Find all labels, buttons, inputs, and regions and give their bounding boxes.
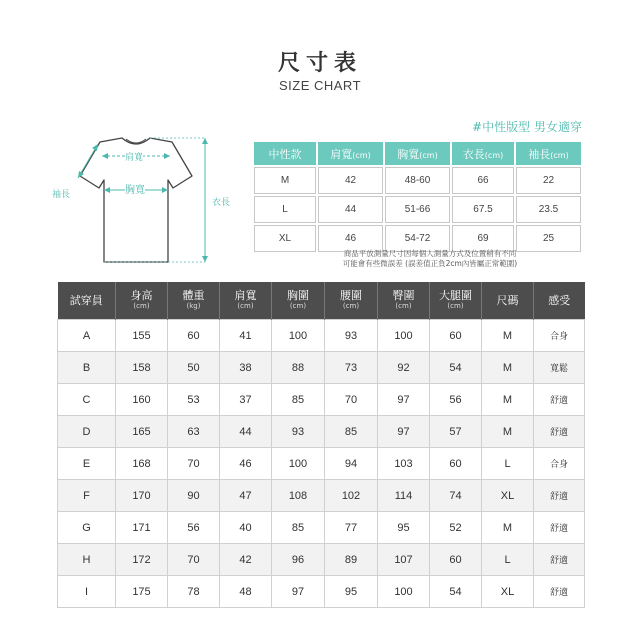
fit-table-cell: 70 [325, 384, 378, 416]
size-table-cell: 54-72 [385, 225, 450, 252]
fit-table-cell: 47 [220, 480, 272, 512]
fit-table-cell: 85 [272, 384, 325, 416]
fit-table-row [58, 480, 585, 512]
fit-table-header-unit: (kg) [186, 301, 201, 310]
fit-table-cell: 114 [378, 480, 430, 512]
size-table-row [254, 196, 581, 223]
fit-table-cell: 舒適 [534, 544, 585, 576]
fit-table-cell: M [482, 352, 534, 384]
fit-table-cell: 70 [168, 544, 220, 576]
size-table-header-cell [385, 142, 450, 165]
size-table-cell: 51-66 [385, 196, 450, 223]
fit-table-cell: 44 [220, 416, 272, 448]
size-table-cell: M [254, 167, 316, 194]
fit-table [57, 282, 585, 608]
fit-table-cell: 73 [325, 352, 378, 384]
unisex-note: #中性版型 男女適穿 [472, 120, 582, 134]
fit-table-cell: 52 [430, 512, 482, 544]
fit-table-header-label: 臀圍 [392, 288, 415, 302]
fit-table-header [58, 282, 585, 320]
fit-table-cell: 舒適 [534, 480, 585, 512]
fit-table-cell: 97 [378, 416, 430, 448]
fit-table-cell: 89 [325, 544, 378, 576]
fit-table-cell: M [482, 320, 534, 352]
fit-table-header-cell [220, 282, 272, 320]
fit-table-cell: 46 [220, 448, 272, 480]
fit-table-cell: I [58, 576, 116, 608]
fit-table-cell: 102 [325, 480, 378, 512]
size-table-cell: XL [254, 225, 316, 252]
size-table-cell: L [254, 196, 316, 223]
fit-table-cell: 56 [430, 384, 482, 416]
fit-table-cell: 95 [378, 512, 430, 544]
fit-table-cell: 155 [116, 320, 168, 352]
fit-table-cell: 60 [168, 320, 220, 352]
fit-table-cell: 63 [168, 416, 220, 448]
size-table-cell: 46 [318, 225, 383, 252]
fit-table-cell: 168 [116, 448, 168, 480]
fit-table-cell: XL [482, 480, 534, 512]
fit-table-cell: 93 [325, 320, 378, 352]
fit-table-cell: D [58, 416, 116, 448]
fit-table-cell: 60 [430, 320, 482, 352]
fit-table-cell: M [482, 416, 534, 448]
fit-table-cell: 93 [272, 416, 325, 448]
fit-table-cell: 171 [116, 512, 168, 544]
size-table-cell: 69 [452, 225, 514, 252]
fit-table-cell: 56 [168, 512, 220, 544]
fit-table-row [58, 320, 585, 352]
fit-table-header-unit: (cm) [447, 301, 464, 310]
fit-table-cell: XL [482, 576, 534, 608]
size-table-header-cell [318, 142, 383, 165]
fit-table-header-unit: (cm) [289, 301, 307, 310]
fit-table-header-label: 身高 [130, 288, 153, 302]
size-table-cell: 25 [516, 225, 581, 252]
fit-table-cell: 85 [272, 512, 325, 544]
fit-table-cell: 舒適 [534, 416, 585, 448]
fit-table-cell: 57 [430, 416, 482, 448]
size-table-header-cell [452, 142, 514, 165]
size-table-header-unit: (cm) [484, 150, 504, 160]
measurement-note-line: 商品平放測量尺寸因每個人測量方式及位置稍有不同 [343, 249, 517, 258]
fit-table-header-cell [430, 282, 482, 320]
fit-table-cell: 85 [325, 416, 378, 448]
fit-table-cell: 38 [220, 352, 272, 384]
fit-table-cell: 42 [220, 544, 272, 576]
page-subtitle: SIZE CHART [278, 78, 362, 93]
fit-table-cell: 170 [116, 480, 168, 512]
fit-table-cell: 108 [272, 480, 325, 512]
size-table-header-unit: (cm) [419, 150, 438, 160]
diagram-length-label: 衣長 [212, 198, 231, 208]
fit-table-cell: 95 [325, 576, 378, 608]
fit-table-header-cell [325, 282, 378, 320]
size-table-cell: 42 [318, 167, 383, 194]
fit-table-row [58, 448, 585, 480]
fit-table-header-unit: (cm) [237, 301, 254, 310]
diagram-sleeve-label: 袖長 [52, 190, 71, 200]
fit-table-cell: 50 [168, 352, 220, 384]
size-table-cell: 48-60 [385, 167, 450, 194]
fit-table-header-label: 胸圍 [287, 288, 309, 302]
fit-table-cell: E [58, 448, 116, 480]
fit-table-cell: 54 [430, 352, 482, 384]
size-table-header-unit: (cm) [352, 150, 371, 160]
size-table-header-label: 肩寬 [330, 147, 353, 161]
fit-table-cell: A [58, 320, 116, 352]
fit-table-row [58, 352, 585, 384]
fit-table-row [58, 384, 585, 416]
fit-table-cell: 70 [168, 448, 220, 480]
fit-table-cell: B [58, 352, 116, 384]
fit-table-header-cell [168, 282, 220, 320]
fit-table-cell: 172 [116, 544, 168, 576]
fit-table-row [58, 512, 585, 544]
fit-table-cell: 160 [116, 384, 168, 416]
fit-table-cell: 舒適 [534, 576, 585, 608]
size-table-header-label: 衣長 [462, 147, 485, 161]
fit-table-header-label: 體重 [182, 288, 205, 302]
fit-table-cell: 40 [220, 512, 272, 544]
fit-table-cell: 97 [378, 384, 430, 416]
fit-table-cell: F [58, 480, 116, 512]
size-table-header-unit: (cm) [550, 150, 569, 160]
fit-table-cell: 37 [220, 384, 272, 416]
fit-table-header-label: 試穿員 [69, 294, 103, 307]
fit-table-cell: 175 [116, 576, 168, 608]
fit-table-header-unit: (cm) [395, 301, 412, 310]
fit-table-cell: 60 [430, 544, 482, 576]
fit-table-cell: 合身 [534, 320, 585, 352]
tshirt-outline-icon [40, 128, 252, 266]
diagram-shoulder-label: 肩寬 [125, 153, 144, 163]
fit-table-row [58, 576, 585, 608]
fit-table-cell: L [482, 448, 534, 480]
fit-table-header-unit: (cm) [342, 301, 360, 310]
fit-table-header-label: 尺碼 [496, 294, 519, 307]
fit-table-cell: 107 [378, 544, 430, 576]
fit-table-cell: 100 [272, 448, 325, 480]
size-table-header-label: 胸寬 [397, 147, 420, 161]
fit-table-header-cell [116, 282, 168, 320]
fit-table-cell: 54 [430, 576, 482, 608]
fit-table-header-cell [272, 282, 325, 320]
size-table-header-label: 中性款 [268, 147, 302, 161]
size-table-cell: 66 [452, 167, 514, 194]
size-table-row [254, 167, 581, 194]
fit-table-header-unit: (cm) [133, 301, 150, 310]
fit-table-header-label: 腰圍 [340, 288, 362, 302]
measurement-note [300, 249, 560, 269]
fit-table-cell: 100 [378, 320, 430, 352]
fit-table-header-label: 肩寬 [234, 288, 257, 302]
fit-table-header-cell [482, 282, 534, 320]
fit-table-cell: 90 [168, 480, 220, 512]
fit-table-header-cell [378, 282, 430, 320]
fit-table-cell: 165 [116, 416, 168, 448]
size-table-header-cell [516, 142, 581, 165]
fit-table-cell: 100 [272, 320, 325, 352]
fit-table-cell: 94 [325, 448, 378, 480]
fit-table-cell: L [482, 544, 534, 576]
fit-table-row [58, 416, 585, 448]
tshirt-diagram [40, 128, 252, 266]
size-table-cell: 67.5 [452, 196, 514, 223]
fit-table-cell: 158 [116, 352, 168, 384]
fit-table-header-label: 大腿圍 [439, 288, 472, 302]
size-table-row [254, 225, 581, 252]
size-table-cell: 23.5 [516, 196, 581, 223]
measurement-note-line: 可能會有些微誤差 (誤差值正負2cm內皆屬正常範圍) [342, 259, 518, 268]
fit-table-cell: 53 [168, 384, 220, 416]
fit-table-cell: 97 [272, 576, 325, 608]
fit-table-cell: H [58, 544, 116, 576]
size-table-cell: 44 [318, 196, 383, 223]
fit-table-cell: 77 [325, 512, 378, 544]
fit-table-cell: 96 [272, 544, 325, 576]
fit-table-header-cell [58, 282, 116, 320]
size-table [252, 140, 583, 254]
fit-table-cell: 舒適 [534, 384, 585, 416]
fit-table-header-label: 感受 [548, 294, 571, 307]
fit-table-cell: G [58, 512, 116, 544]
size-table-header [254, 142, 581, 165]
fit-table-cell: 寬鬆 [534, 352, 585, 384]
size-table-header-cell [254, 142, 316, 165]
page-title: 尺寸表 [277, 51, 362, 76]
fit-table-cell: M [482, 512, 534, 544]
fit-table-cell: 41 [220, 320, 272, 352]
fit-table-cell: M [482, 384, 534, 416]
fit-table-row [58, 544, 585, 576]
fit-table-cell: 100 [378, 576, 430, 608]
fit-table-header-cell [534, 282, 585, 320]
fit-table-cell: 合身 [534, 448, 585, 480]
fit-table-cell: 舒適 [534, 512, 585, 544]
fit-table-cell: 48 [220, 576, 272, 608]
fit-table-cell: 78 [168, 576, 220, 608]
fit-table-cell: 92 [378, 352, 430, 384]
size-table-cell: 22 [516, 167, 581, 194]
fit-table-cell: 103 [378, 448, 430, 480]
fit-table-cell: C [58, 384, 116, 416]
fit-table-cell: 74 [430, 480, 482, 512]
diagram-chest-label: 胸寬 [125, 185, 145, 196]
fit-table-cell: 88 [272, 352, 325, 384]
fit-table-cell: 60 [430, 448, 482, 480]
size-table-header-label: 袖長 [528, 147, 551, 161]
